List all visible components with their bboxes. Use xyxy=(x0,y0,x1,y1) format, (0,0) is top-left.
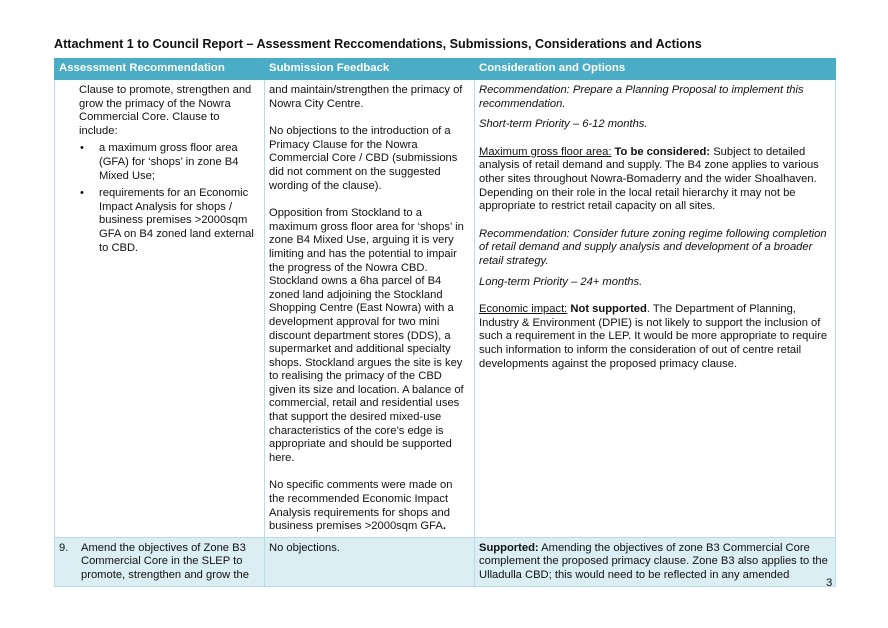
consideration-cell xyxy=(475,80,836,538)
feedback-cell xyxy=(265,537,475,586)
status-label: Supported: xyxy=(479,541,539,554)
economic-impact-consideration: Economic impact: Not supported. The Department of Planning, Industry & Environment (DPIE) is not likely to support the inclusion of such a requirement in the LEP. It would be more appropriate to require such information to inform the consideration of out of centre retail developments against the proposed primacy clause. xyxy=(479,303,828,370)
feedback-paragraph: No specific comments were made on the recommended Economic Impact Analysis requirements for shops and business premises >2000sqm GFA. xyxy=(269,479,453,533)
document-title: Attachment 1 to Council Report – Assessment Reccomendations, Submissions, Considerations and Actions xyxy=(54,37,702,51)
recommendation-note: Recommendation: Consider future zoning regime following completion of retail demand and supply analysis and development of a broader retail strategy. xyxy=(479,227,827,267)
consideration-cell xyxy=(475,537,836,586)
feedback-paragraph: No objections to the introduction of a Primacy Clause for the Nowra Commercial Core / CBD (submissions did not comment on the suggested wording of the clause). xyxy=(269,125,458,192)
table-row xyxy=(55,80,836,538)
recommendation-note: Recommendation: Prepare a Planning Proposal to implement this recommendation. xyxy=(479,84,804,110)
list-item: • requirements for an Economic Impact Analysis for shops / business premises >2000sqm GFA on B4 zoned land external to CBD. xyxy=(80,187,254,254)
priority-note: Long-term Priority – 24+ months. xyxy=(479,275,643,288)
feedback-paragraph: and maintain/strengthen the primacy of Nowra City Centre. xyxy=(269,84,463,110)
row-number: 9. xyxy=(59,541,69,554)
assessment-table xyxy=(54,58,836,587)
consideration-text: Amending the objectives of zone B3 Commercial Core complement the proposed primacy clause. Zone B3 also applies to the Ulladulla CBD; this would need to be reflected in any amended xyxy=(479,541,828,581)
table-header-row xyxy=(55,59,836,80)
feedback-paragraph: Opposition from Stockland to a maximum gross floor area for ‘shops’ in zone B4 Mixed Use, arguing it is very limiting and has the potential to impair the progress of the Nowra CBD. Stockland owns a 6ha parcel of B4 zoned land adjoining the Stockland Shopping Centre (East Nowra) with a development approval for two mini discount department stores (DDS), a supermarket and additional specialty shops. Stockland argues the site is key to realising the primacy of the CBD given its size and location. A balance of commercial, retail and residential uses that support the desired mixed-use characteristics of the core’s edge is appropriate and should be supported here. xyxy=(269,207,464,464)
recommendation-text: Amend the objectives of Zone B3 Commercial Core in the SLEP to promote, strengthen and grow the xyxy=(81,541,249,581)
table-row xyxy=(55,537,836,586)
list-item: • a maximum gross floor area (GFA) for ‘shops’ in zone B4 Mixed Use; xyxy=(80,142,239,182)
gfa-consideration: Maximum gross floor area: To be considered: Subject to detailed analysis of retail demand and supply. The B4 zone applies to various other sites throughout Nowra-Bomaderry and the wider Shoalhaven. Depending on their role in the local retail hierarchy it may not be appropriate to restrict retail capacity on all sites. xyxy=(479,145,819,213)
page-number: 3 xyxy=(826,577,833,589)
recommendation-intro: Clause to promote, strengthen and grow the primacy of the Nowra Commercial Core. Clause to include: xyxy=(79,84,252,137)
recommendation-cell xyxy=(55,80,265,538)
recommendation-cell xyxy=(55,537,265,586)
feedback-cell xyxy=(265,80,475,538)
column-header-feedback: Submission Feedback xyxy=(265,59,475,80)
column-header-assessment: Assessment Recommendation xyxy=(55,59,265,80)
priority-note: Short-term Priority – 6-12 months. xyxy=(479,118,648,131)
bullet-icon: • xyxy=(80,142,84,155)
recommendation-bullets xyxy=(79,142,260,255)
column-header-consideration: Consideration and Options xyxy=(475,59,836,80)
feedback-text: No objections. xyxy=(269,541,340,554)
bullet-icon: • xyxy=(80,187,84,200)
